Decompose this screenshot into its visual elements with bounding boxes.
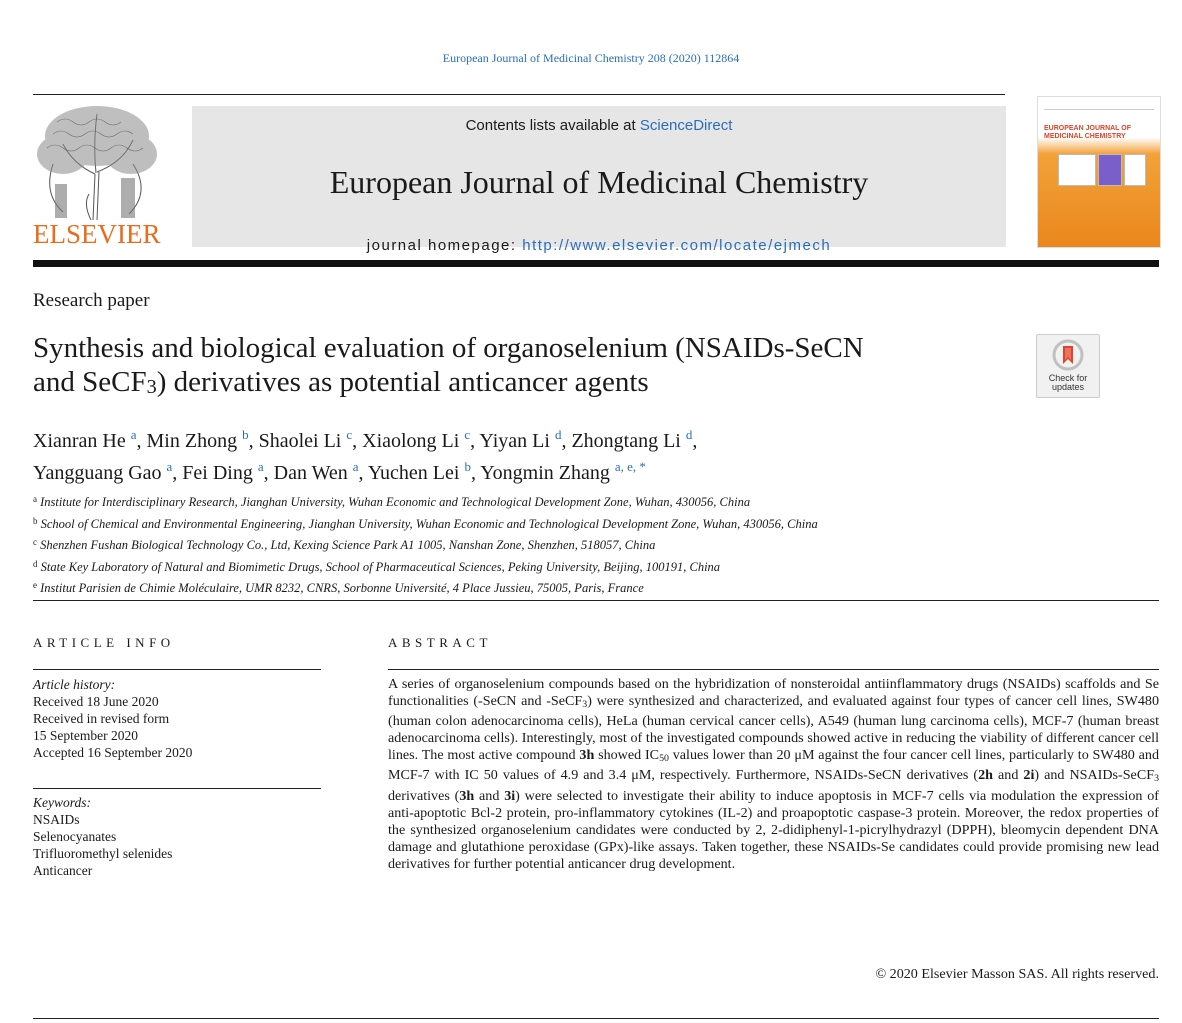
- section-divider: [33, 600, 1159, 601]
- elsevier-wordmark: ELSEVIER: [33, 219, 161, 249]
- author[interactable]: Dan Wen $^a$: [273, 459, 359, 484]
- cover-image: [1124, 154, 1146, 186]
- author[interactable]: Yongmin Zhang $^{a, e, *}$: [480, 459, 646, 484]
- affiliations: [33, 490, 1159, 598]
- author[interactable]: Min Zhong $^b$: [146, 427, 249, 452]
- author[interactable]: Yuchen Lei $^b$: [367, 459, 471, 484]
- contents-line: [192, 117, 1006, 134]
- cover-header: [1044, 101, 1154, 110]
- author[interactable]: Xiaolong Li $^c$: [362, 427, 471, 452]
- check-for-updates-label: Check for updates: [1048, 373, 1088, 392]
- author[interactable]: Shaolei Li $^c$: [258, 427, 353, 452]
- journal-citation[interactable]: European Journal of Medicinal Chemistry 208 (2020) 112864: [442, 51, 740, 65]
- header-rule: [33, 94, 1005, 95]
- keyword: Selenocyanates: [33, 829, 117, 844]
- keyword: Trifluoromethyl selenides: [33, 846, 173, 861]
- keywords-label: Keywords:: [33, 795, 91, 810]
- affiliation: $^a$ Institute for Interdisciplinary Research, Jianghan University, Wuhan Economic and Technological Development Zone, Wuhan, 430056, China: [33, 494, 751, 509]
- bottom-rule: [33, 1018, 1159, 1019]
- affiliation: $^d$ State Key Laboratory of Natural and Biomimetic Drugs, School of Pharmaceutical Sciences, Peking University, Beijing, 100191, China: [33, 558, 721, 574]
- history-item: 15 September 2020: [33, 728, 138, 743]
- keyword: Anticancer: [33, 863, 93, 878]
- masthead-rule: [33, 260, 1159, 267]
- abstract-rule: [388, 669, 1159, 670]
- bookmark-icon: [1052, 339, 1084, 371]
- cover-image: [1098, 154, 1122, 186]
- contents-prefix: Contents lists available at: [465, 117, 640, 134]
- history-item: Accepted 16 September 2020: [33, 745, 193, 760]
- journal-title: European Journal of Medicinal Chemistry: [329, 164, 869, 200]
- journal-cover-thumbnail[interactable]: [1037, 96, 1161, 248]
- homepage-label: journal homepage:: [366, 237, 523, 254]
- homepage-link[interactable]: http://www.elsevier.com/locate/ejmech: [522, 237, 832, 254]
- abstract-body: A series of organoselenium compounds based on the hybridization of nonsteroidal antiinflammatory drugs (NSAIDs) scaffolds and Se functionalities (-SeCN and -SeCF$_3$) were synthesized and characterized, and evaluated against four types of cancer cell lines, SW480 (human colon adenocarcinoma cells), HeLa (human cervical cancer cells), A549 (human lung carcinoma cells), MCF-7 (human breast adenocarcinoma cells). Interestingly, most of the investigated compounds showed active in reducing the viability of different cancer cell lines. The most active compound 3h showed $IC_{50}$ values lower than 20 μM against the four cancer cell lines, particularly to SW480 and MCF-7 with IC 50 values of 4.9 and 3.4 μM, respectively. Furthermore, NSAIDs-SeCN derivatives (2h and 2i) and NSAIDs-SeCF$_3$ derivatives (3h and 3i) were selected to investigate their ability to induce apoptosis in MCF-7 cells via modulation the expression of anti-apoptotic Bcl-2 protein, pro-inflammatory cytokines (IL-2) and proapoptotic caspase-3 protein. Moreover, the redox properties of the synthesized organoselenium candidates were conducted by 2, 2-didiphenyl-1-picrylhydrazyl (DPPH), bleomycin dependent DNA damage and glutathione peroxidase (GPx)-like assays. Taken together, these NSAIDs-Se candidates could provide promising new lead derivatives for further potential anticancer drug development.: [388, 676, 1159, 872]
- article-type: Research paper: [33, 290, 150, 311]
- journal-homepage: [192, 237, 1006, 254]
- title-line-2a: and SeCF: [33, 366, 147, 398]
- article-history: [33, 676, 321, 761]
- affiliation: $^e$ Institut Parisien de Chimie Moléculaire, UMR 8232, CNRS, Sorbonne Université, 4 Place Jussieu, 75005, Paris, France: [33, 580, 644, 596]
- article-info-heading: ARTICLE INFO: [33, 635, 175, 650]
- title-subscript: 3: [146, 376, 157, 398]
- author[interactable]: Fei Ding $^a$: [182, 459, 264, 484]
- history-label: Article history:: [33, 677, 116, 692]
- cover-title: EUROPEAN JOURNAL OF MEDICINAL CHEMISTRY: [1044, 125, 1131, 140]
- author-list: Xianran He $^a$, Min Zhong $^b$, Shaolei Li $^c$, Xiaolong Li $^c$, Yiyan Li $^d$, Zhongtang Li $^d$, Yangguang Gao $^a$, Fei Ding $^a$, Dan Wen $^a$, Yuchen Lei $^b$, Yongmin Zhang $^{a, e, *}$: [33, 427, 698, 484]
- title-line-2b: ) derivatives as potential anticancer agents: [156, 366, 649, 398]
- title-line-1: Synthesis and biological evaluation of organoselenium (NSAIDs-SeCN: [33, 332, 864, 364]
- keywords: [33, 794, 321, 879]
- keyword: NSAIDs: [33, 812, 80, 827]
- masthead: [33, 96, 1159, 254]
- abstract-heading: ABSTRACT: [388, 635, 492, 650]
- author[interactable]: Yiyan Li $^d$: [479, 427, 562, 452]
- history-item: Received in revised form: [33, 711, 170, 726]
- copyright-notice: © 2020 Elsevier Masson SAS. All rights reserved.: [875, 966, 1159, 982]
- affiliation: $^b$ School of Chemical and Environmental Engineering, Jianghan University, Wuhan Economic and Technological Development Zone, Wuhan, 430056, China: [33, 515, 818, 531]
- author[interactable]: Xianran He $^a$: [33, 427, 137, 452]
- cover-image: [1058, 154, 1096, 186]
- article-info-rule: [33, 669, 321, 670]
- journal-banner: [192, 106, 1006, 254]
- check-for-updates-button[interactable]: [1036, 334, 1100, 398]
- author[interactable]: Yangguang Gao $^a$: [33, 459, 173, 484]
- affiliation: $^c$ Shenzhen Fushan Biological Technology Co., Ltd, Kexing Science Park A1 1005, Nanshan Zone, Shenzhen, 518057, China: [33, 537, 656, 553]
- keywords-rule: [33, 788, 321, 789]
- history-item: Received 18 June 2020: [33, 694, 159, 709]
- article-title: [33, 331, 1023, 404]
- author[interactable]: Zhongtang Li $^d$: [571, 427, 693, 452]
- sciencedirect-link[interactable]: ScienceDirect: [639, 117, 733, 134]
